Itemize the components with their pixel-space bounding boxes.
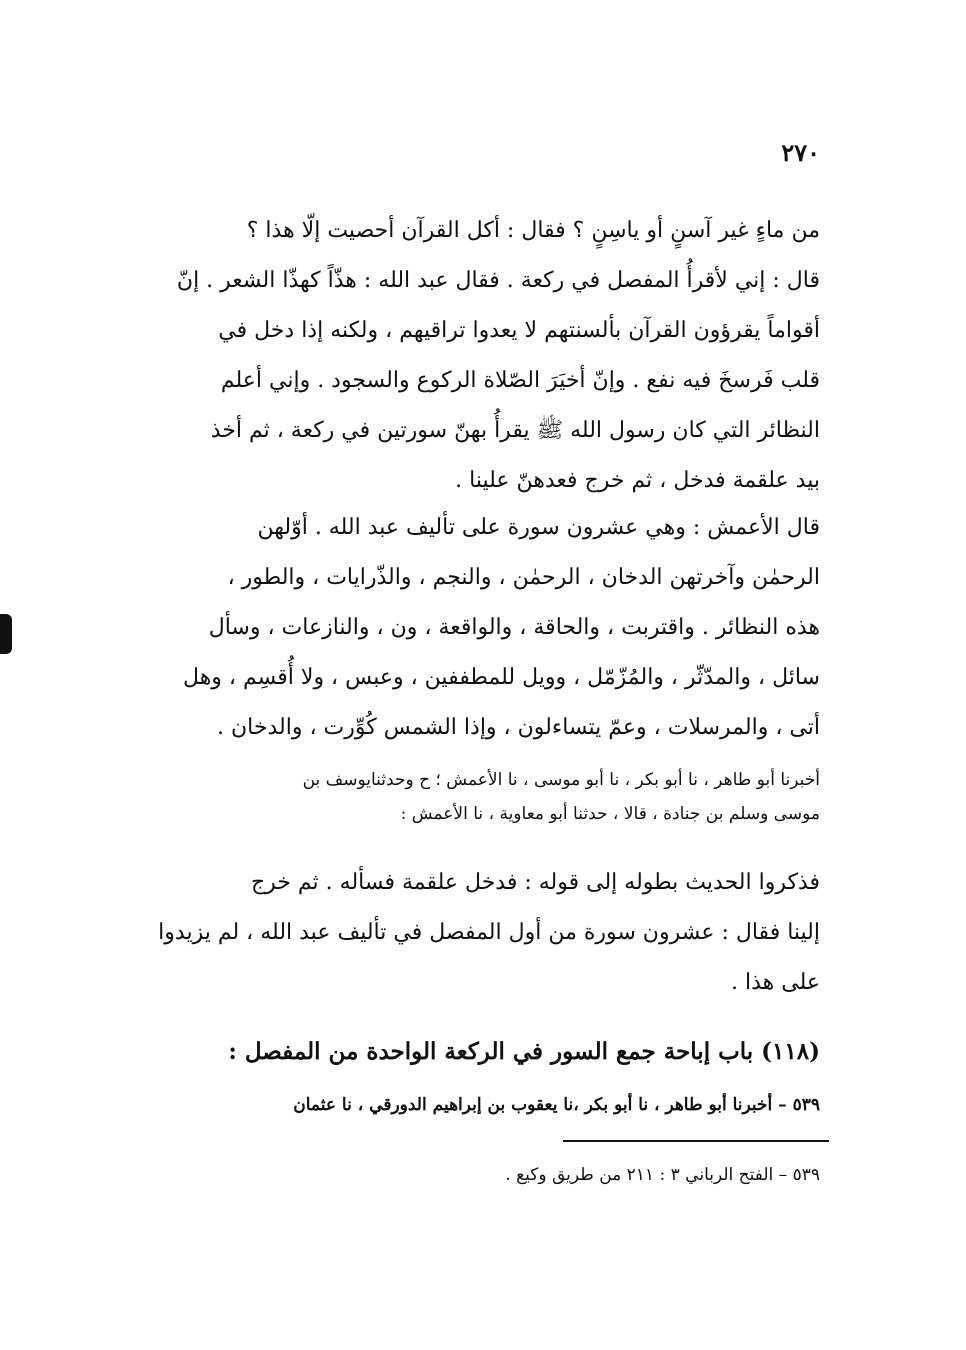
text-line: ٥٣٩ – أخبرنا أبو طاهر ، نا أبو بكر ،نا يعقوب بن إبراهيم الدورقي ، نا عثمان <box>293 1095 820 1115</box>
text-line: أقواماً يقرؤون القرآن بألسنتهم لا يعدوا تراقيهم ، ولكنه إذا دخل في <box>218 318 820 343</box>
text-line: إلينا فقال : عشرون سورة من أول المفصل في تأليف عبد الله ، لم يزيدوا <box>158 920 820 945</box>
page-number: ٢٧٠ <box>781 138 820 167</box>
text-line: الرحمٰن وآخرتهن الدخان ، الرحمٰن ، والنجم ، والذّرايات ، والطور ، <box>227 565 820 590</box>
text-line: قال الأعمش : وهي عشرون سورة على تأليف عبد الله . أوّلهن <box>257 515 820 540</box>
text-line: النظائر التي كان رسول الله ﷺ يقرأُ بهنّ سورتين في ركعة ، ثم أخذ <box>210 418 820 443</box>
text-line: سائل ، والمدّثّر ، والمُزّمّل ، وويل للمطففين ، وعبس ، ولا أُقسِم ، وهل <box>183 665 820 690</box>
hadith-539 <box>152 1088 820 1122</box>
paragraph-3 <box>152 858 820 1008</box>
footnote <box>152 1158 820 1192</box>
footnote-line: ٥٣٩ – الفتح الرباني ٣ : ٢١١ من طريق وكيع . <box>505 1165 820 1185</box>
isnad-block <box>152 763 820 831</box>
text-line: بيد علقمة فدخل ، ثم خرج فعدهنّ علينا . <box>455 468 820 493</box>
text-line: موسى وسلم بن جنادة ، قالا ، حدثنا أبو معاوية ، نا الأعمش : <box>400 804 820 824</box>
text-line: على هذا . <box>731 970 820 995</box>
text-line: أتى ، والمرسلات ، وعمّ يتساءلون ، وإذا الشمس كُوِّرت ، والدخان . <box>217 715 820 740</box>
text-line: أخبرنا أبو طاهر ، نا أبو بكر ، نا أبو موسى ، نا الأعمش ؛ ح وحدثنايوسف بن <box>302 770 820 790</box>
text-line: من ماءٍ غير آسنٍ أو ياسِنٍ ؟ فقال : أكل القرآن أحصيت إلّا هذا ؟ <box>246 218 820 243</box>
scan-edge-mark <box>0 614 12 654</box>
text-line: قلب فَرسخَ فيه نفع . وإنّ أخيَرَ الصّلاة الركوع والسجود . وإني أعلم <box>220 368 820 393</box>
text-line: فذكروا الحديث بطوله إلى قوله : فدخل علقمة فسأله . ثم خرج <box>250 870 820 895</box>
text-line: قال : إني لأقرأُ المفصل في ركعة . فقال عبد الله : هذّاً كهذّا الشعر . إنّ <box>176 268 820 293</box>
footnote-divider <box>563 1140 829 1142</box>
text-line: هذه النظائر . واقتربت ، والحاقة ، والواقعة ، ون ، والنازعات ، وسأل <box>208 615 820 640</box>
paragraph-2 <box>152 503 820 753</box>
chapter-heading: (١١٨) باب إباحة جمع السور في الركعة الواحدة من المفصل : <box>228 1038 820 1065</box>
paragraph-1 <box>152 206 820 506</box>
